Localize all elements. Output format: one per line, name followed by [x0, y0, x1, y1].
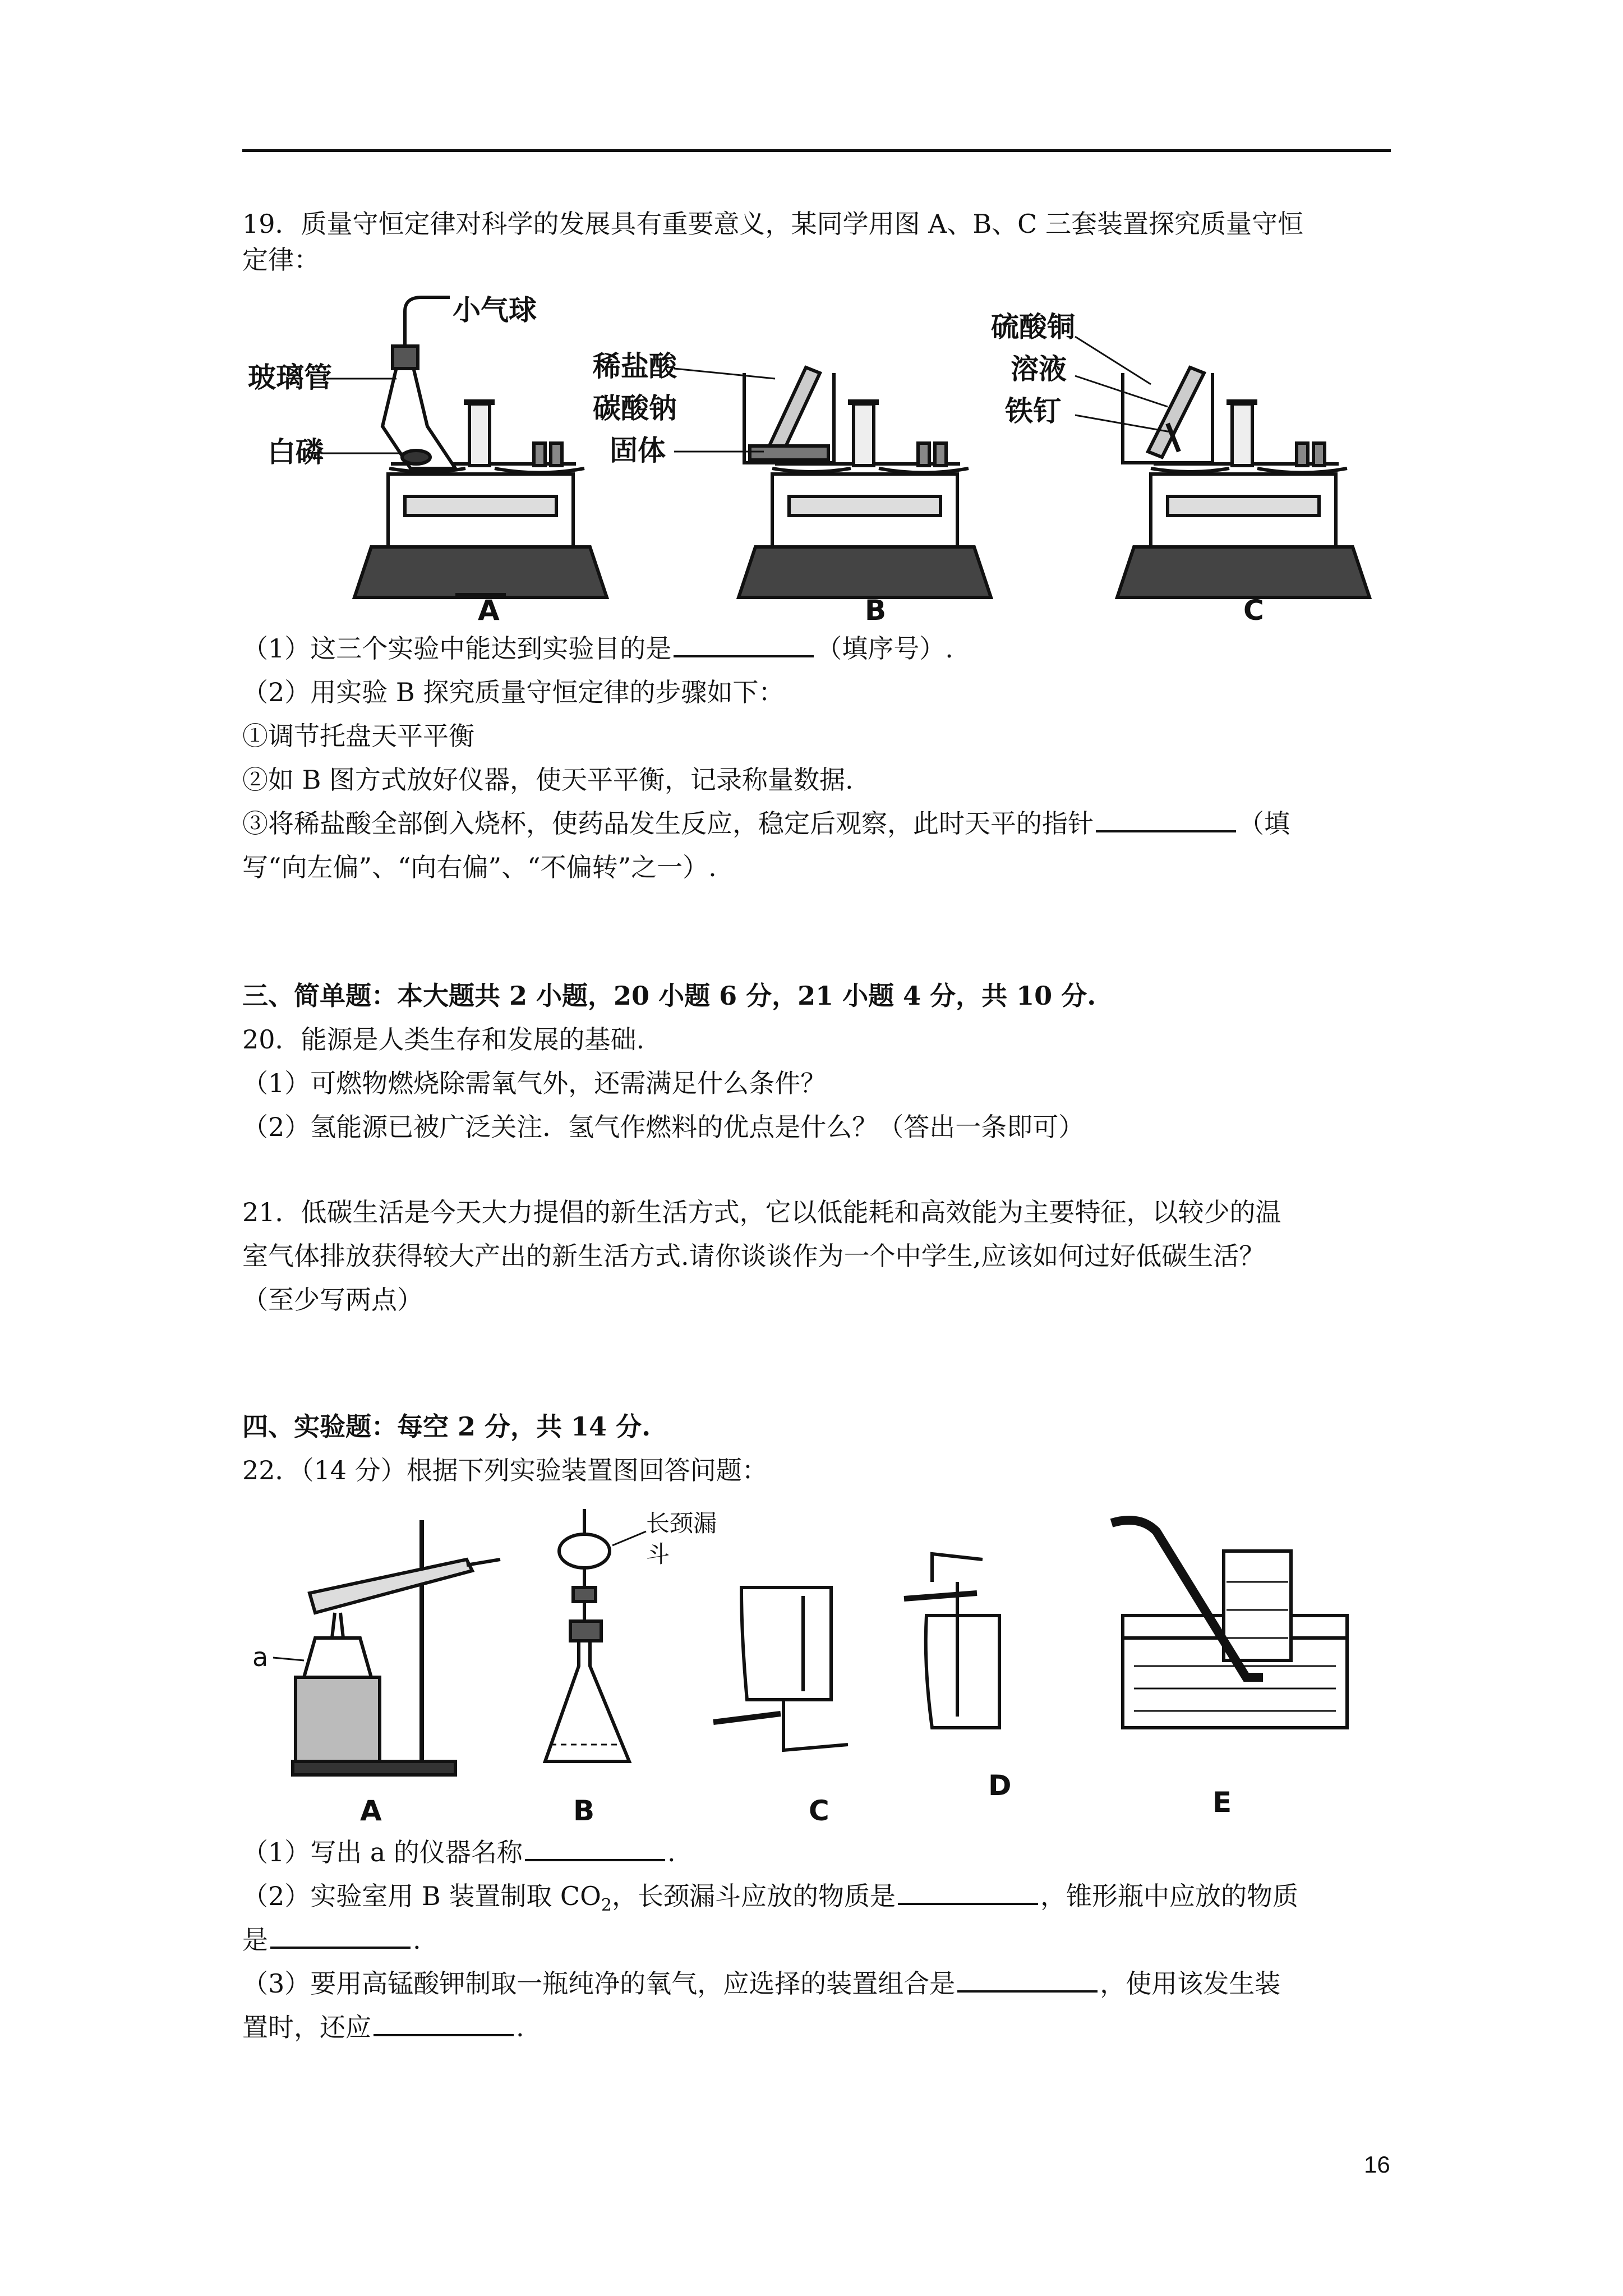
- answer-blank[interactable]: [374, 2012, 514, 2036]
- q21-line2: 室气体排放获得较大产出的新生活方式.请你谈谈作为一个中学生,应该如何过好低碳生活？: [242, 1241, 1265, 1271]
- apparatus-d: [904, 1554, 999, 1728]
- q22-part3-cont: [242, 2010, 524, 2045]
- label-cuso4-1: 硫酸铜: [991, 311, 1075, 343]
- balance-apparatus-figure: [242, 283, 1398, 625]
- q19-intro-line2: 定律：: [242, 245, 320, 275]
- q22-intro: 22．（14 分）根据下列实验装置图回答问题：: [242, 1455, 768, 1485]
- q22-figure: [242, 1498, 1398, 1831]
- apparatus-c: [713, 1588, 848, 1750]
- label-white-phosphorus: 白磷: [268, 436, 324, 468]
- page-number: 16: [1364, 2151, 1390, 2178]
- label-funnel-2: 斗: [646, 1540, 670, 1568]
- label-a: a: [252, 1642, 269, 1672]
- section4-heading: 四、实验题：每空 2 分，共 14 分.: [242, 1411, 651, 1442]
- q19-step3-suffix: （填: [1238, 808, 1290, 839]
- q19-intro-line1: 19．质量守恒定律对科学的发展具有重要意义，某同学用图 A、B、C 三套装置探究质量守恒: [242, 209, 1303, 239]
- label-hcl: 稀盐酸: [593, 350, 677, 383]
- q22-part3: [242, 1966, 1280, 2001]
- q22-part3-text2: ，使用该发生装: [1100, 1968, 1281, 1999]
- q21-line3: （至少写两点）: [242, 1285, 423, 1315]
- q19-step3-cont: 写“向左偏”、“向右偏”、“不偏转”之一）.: [242, 852, 717, 882]
- caption-b: B: [573, 1795, 595, 1827]
- q19-part2: （2）用实验 B 探究质量守恒定律的步骤如下：: [242, 677, 785, 707]
- answer-blank[interactable]: [1096, 808, 1236, 832]
- q20-intro: 20．能源是人类生存和发展的基础.: [242, 1024, 645, 1055]
- q19-figure: [242, 283, 1398, 628]
- q22-part1-suffix: .: [667, 1837, 676, 1867]
- section3-heading: 三、简单题：本大题共 2 小题，20 小题 6 分，21 小题 4 分，共 10 分.: [242, 981, 1096, 1011]
- q22-part3-text: （3）要用高锰酸钾制取一瓶纯净的氧气，应选择的装置组合是: [242, 1968, 956, 1999]
- caption-e: E: [1212, 1786, 1232, 1819]
- q22-part1: [242, 1835, 676, 1870]
- header-rule: [242, 149, 1391, 152]
- label-na2co3-2: 固体: [610, 434, 666, 467]
- q19-step1: ①调节托盘天平平衡: [242, 721, 474, 751]
- q19-part1: [242, 631, 953, 666]
- label-nail: 铁钉: [1005, 395, 1061, 427]
- q22-part3-text3: 置时，还应: [242, 2012, 371, 2042]
- q19-part1-text: （1）这三个实验中能达到实验目的是: [242, 633, 672, 664]
- balance-a: [354, 297, 607, 597]
- q19-step2: ②如 B 图方式放好仪器，使天平平衡，记录称量数据.: [242, 765, 854, 795]
- balance-b: [739, 367, 991, 597]
- q22-part2-text: （2）实验室用 B 装置制取 CO: [242, 1881, 601, 1911]
- q19-step3: [242, 806, 1290, 841]
- caption-a: A: [478, 594, 500, 625]
- caption-c: C: [809, 1795, 829, 1827]
- caption-d: D: [988, 1769, 1012, 1802]
- apparatus-b: [545, 1509, 646, 1761]
- answer-blank[interactable]: [898, 1880, 1038, 1905]
- q22-part2-cont: [242, 1922, 421, 1957]
- q22-part3-suffix: .: [516, 2012, 524, 2042]
- q19-part1-suffix: （填序号）.: [816, 633, 953, 664]
- co2-subscript: 2: [601, 1895, 612, 1916]
- caption-a: A: [360, 1795, 382, 1827]
- answer-blank[interactable]: [674, 633, 814, 657]
- label-funnel-1: 长颈漏: [646, 1510, 717, 1537]
- q22-part2-text2: ，长颈漏斗应放的物质是: [611, 1881, 896, 1911]
- apparatus-e: [1112, 1520, 1347, 1728]
- apparatus-a: [273, 1520, 500, 1775]
- answer-blank[interactable]: [525, 1837, 665, 1861]
- q22-part1-text: （1）写出 a 的仪器名称: [242, 1837, 523, 1867]
- q22-part2-text4: 是: [242, 1925, 268, 1955]
- lab-apparatus-figure: [242, 1498, 1398, 1829]
- label-cuso4-2: 溶液: [1011, 353, 1067, 385]
- q20-part1: （1）可燃物燃烧除需氧气外，还需满足什么条件？: [242, 1068, 827, 1098]
- answer-blank[interactable]: [270, 1924, 411, 1949]
- label-balloon: 小气球: [453, 294, 537, 326]
- answer-blank[interactable]: [957, 1968, 1098, 1993]
- q22-part2-text3: ，锥形瓶中应放的物质: [1040, 1881, 1298, 1911]
- label-glass-tube: 玻璃管: [248, 361, 332, 394]
- caption-c: C: [1243, 594, 1264, 625]
- q22-part2: [242, 1879, 1298, 1923]
- label-na2co3-1: 碳酸钠: [593, 392, 677, 425]
- q20-part2: （2）氢能源已被广泛关注．氢气作燃料的优点是什么？（答出一条即可）: [242, 1112, 1085, 1142]
- q21-line1: 21．低碳生活是今天大力提倡的新生活方式，它以低能耗和高效能为主要特征，以较少的温: [242, 1197, 1281, 1227]
- caption-b: B: [865, 594, 887, 625]
- q22-part2-suffix: .: [413, 1925, 421, 1955]
- q19-step3-text: ③将稀盐酸全部倒入烧杯，使药品发生反应，稳定后观察，此时天平的指针: [242, 808, 1094, 839]
